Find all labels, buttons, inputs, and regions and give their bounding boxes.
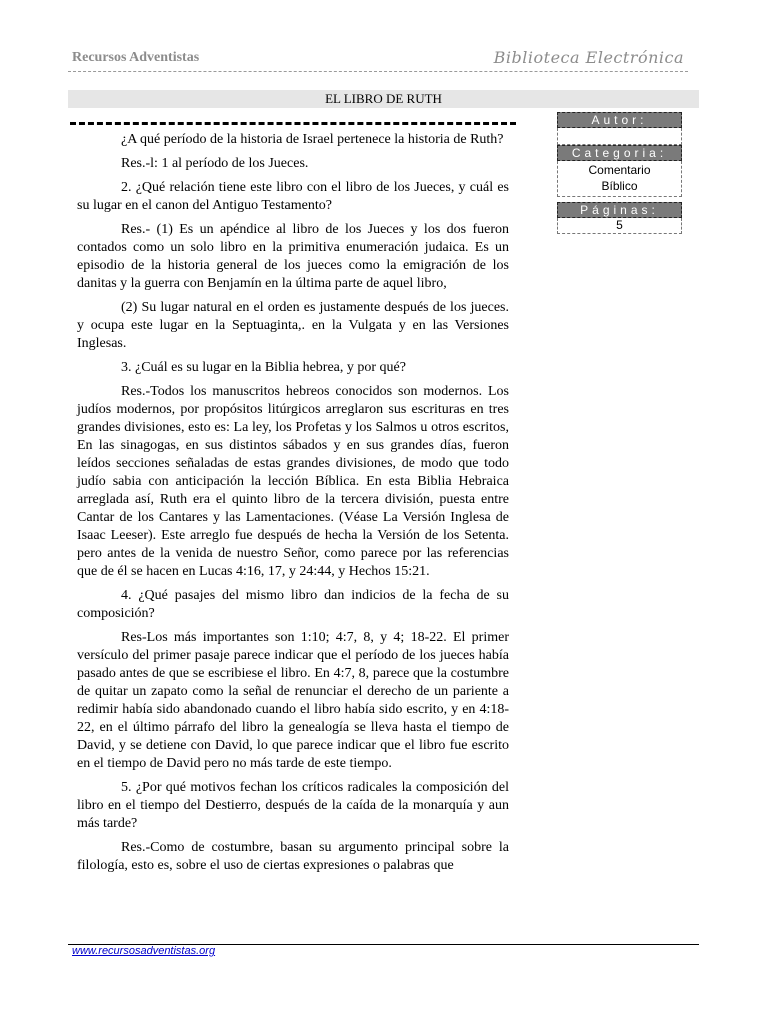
metadata-sidebar (557, 112, 682, 234)
categoria-line: Bíblico (601, 179, 638, 193)
body-paragraph: ¿A qué período de la historia de Israel pertenece la historia de Ruth? (121, 132, 504, 147)
body-paragraph: 5. ¿Por qué motivos fechan los críticos radicales la composición del libro en el tiempo del Destierro, después de la caída de la monarquía y aun más tarde? (77, 780, 509, 831)
header-divider (68, 71, 688, 72)
title-divider (70, 122, 516, 125)
body-paragraph: Res.-l: 1 al período de los Jueces. (121, 156, 309, 171)
site-name: Recursos Adventistas (72, 50, 200, 65)
body-paragraph: Res.- (1) Es un apéndice al libro de los Jueces y los dos fueron contados como un solo libro en la primitiva enumeración judaica. Es un episodio de la historia general de los jueces como la emigración de los danitas y la guerra con Benjamín en la última parte de aquel libro, (77, 222, 509, 291)
body-paragraph: Res-Los más importantes son 1:10; 4:7, 8, y 4; 18-22. El primer versículo del primer pasaje parece indicar que el período de los jueces había pasado antes de que se escribiese el libro. En 4:7, 8, parece que la costumbre de quitar un zapato como la señal de renunciar el derecho de un pariente a redimir había sido abandonado cuando el libro había sido escrito, y en 4:18-22, en el último párrafo del libro la genealogía se lleva hasta el tiempo de David, y se detiene con David, lo que parece indicar que el libro fue escrito en el tiempo de David pero no más tarde de este tiempo. (77, 630, 509, 771)
body-paragraph: Res.-Como de costumbre, basan su argumento principal sobre la filología, esto es, sobre el uso de ciertas expresiones o palabras que (77, 840, 509, 873)
body-paragraph: 4. ¿Qué pasajes del mismo libro dan indicios de la fecha de su composición? (77, 588, 509, 621)
body-paragraph: Res.-Todos los manuscritos hebreos conocidos son modernos. Los judíos modernos, por propósitos litúrgicos arreglaron sus escrituras en tres grandes divisiones, esto es: La ley, los Profetas y los Salmos u otros escritos, En las sinagogas, en sus distintos sábados y en sus grandes días, fueron leídos secciones señaladas de estas grandes divisiones, de modo que todo judío sabia con anticipación la lección Bíblica. En esta Biblia Hebraica arreglada así, Ruth era el quinto libro de la tercera división, puesta entre Cantar de los Cantares y las Lamentaciones. (Véase La Versión Inglesa de Isaac Leeser). Este arreglo fue después de hecha la Versión de los Setenta. pero antes de la venida de nuestro Señor, como parece por las referencias que de él se hacen en Lucas 4:16, 17, y 24:44, y Hechos 15:21. (77, 384, 509, 579)
library-name: Biblioteca Electrónica (493, 48, 684, 67)
paginas-value: 5 (557, 218, 682, 234)
categoria-label: Categoria: (557, 145, 682, 161)
autor-label: Autor: (557, 112, 682, 128)
body-paragraph: 3. ¿Cuál es su lugar en la Biblia hebrea, y por qué? (121, 360, 406, 375)
autor-value (557, 128, 682, 145)
document-title: EL LIBRO DE RUTH (68, 90, 699, 108)
paginas-label: Páginas: (557, 202, 682, 218)
footer-website-link[interactable]: www.recursosadventistas.org (72, 945, 216, 957)
categoria-line: Comentario (588, 163, 651, 177)
categoria-value (557, 161, 682, 197)
body-paragraph: 2. ¿Qué relación tiene este libro con el libro de los Jueces, y cuál es su lugar en el canon del Antiguo Testamento? (77, 180, 509, 213)
body-paragraph: (2) Su lugar natural en el orden es justamente después de los jueces. y ocupa este lugar en la Septuaginta,. en la Vulgata y en las Versiones Inglesas. (77, 300, 509, 351)
document-body (77, 131, 509, 881)
